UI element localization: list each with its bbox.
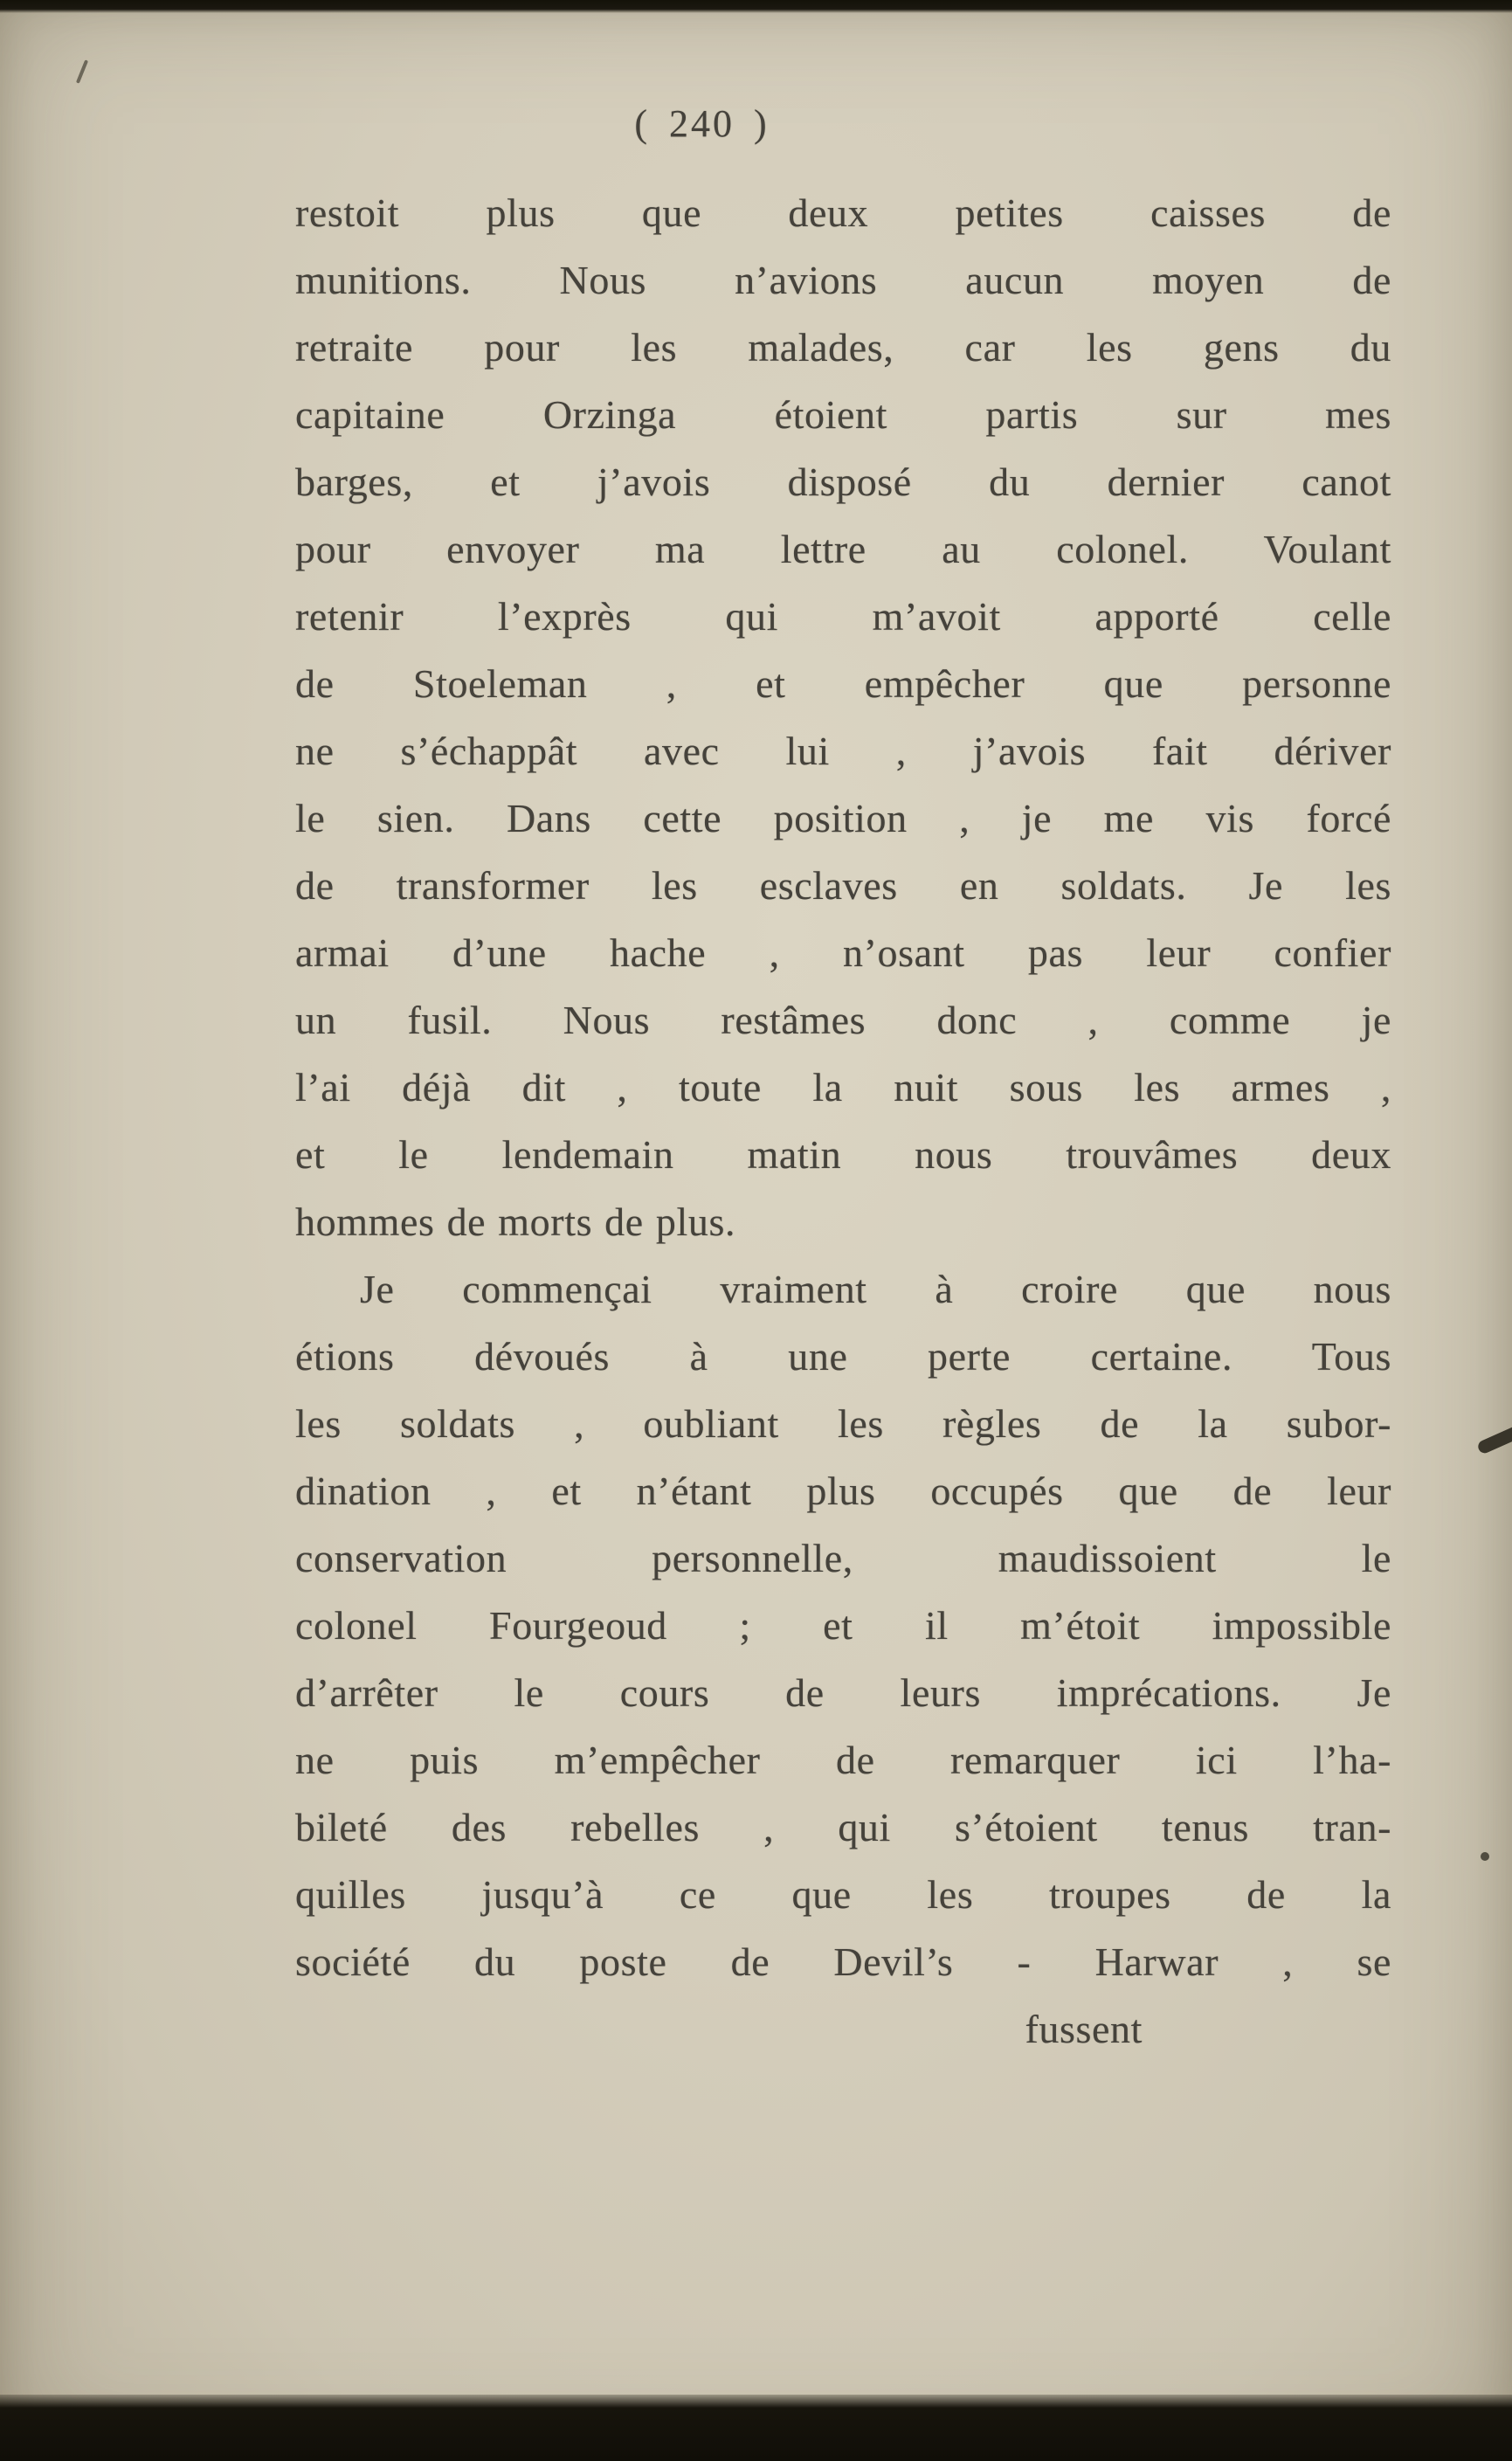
text-line-paragraph-end: hommes de morts de plus. xyxy=(295,1199,736,1244)
scan-edge-top xyxy=(0,0,1512,13)
scan-artifact-dot xyxy=(1481,1852,1489,1861)
catchword: fussent xyxy=(1025,2007,1143,2051)
text-line: de Stoeleman , et empêcher que personne xyxy=(295,661,1391,706)
text-line: société du poste de Devil’s - Harwar , se xyxy=(295,1939,1391,1984)
text-line: étions dévoués à une perte certaine. Tous xyxy=(295,1334,1391,1379)
text-line: quilles jusqu’à ce que les troupes de la xyxy=(295,1872,1391,1917)
scan-edge-bottom xyxy=(0,2395,1512,2461)
scan-artifact-slash xyxy=(76,59,88,83)
text-line: d’arrêter le cours de leurs imprécations. Je xyxy=(295,1670,1391,1715)
scan-artifact-right-mark xyxy=(1476,1427,1512,1455)
text-line: conservation personnelle, maudissoient le xyxy=(295,1536,1391,1580)
text-line: armai d’une hache , n’osant pas leur confier xyxy=(295,930,1391,975)
text-line: retraite pour les malades, car les gens du xyxy=(295,325,1391,370)
text-line: le sien. Dans cette position , je me vis forcé xyxy=(295,796,1391,840)
text-line: bileté des rebelles , qui s’étoient tenus tran- xyxy=(295,1805,1391,1849)
text-line: capitaine Orzinga étoient partis sur mes xyxy=(295,392,1391,437)
page-text xyxy=(295,179,1391,2063)
text-line-paragraph-start: Je commençai vraiment à croire que nous xyxy=(360,1267,1391,1311)
text-line: ne s’échappât avec lui , j’avois fait dériver xyxy=(295,729,1391,773)
page-number: ( 240 ) xyxy=(634,102,770,145)
text-line: dination , et n’étant plus occupés que de leur xyxy=(295,1469,1391,1513)
text-line: un fusil. Nous restâmes donc , comme je xyxy=(295,998,1391,1042)
text-line: barges, et j’avois disposé du dernier canot xyxy=(295,460,1391,504)
text-line: restoit plus que deux petites caisses de xyxy=(295,190,1391,235)
text-line: retenir l’exprès qui m’avoit apporté celle xyxy=(295,594,1391,639)
text-line: munitions. Nous n’avions aucun moyen de xyxy=(295,258,1391,302)
text-line: de transformer les esclaves en soldats. Je les xyxy=(295,863,1391,908)
text-line: l’ai déjà dit , toute la nuit sous les armes , xyxy=(295,1065,1391,1110)
text-line: pour envoyer ma lettre au colonel. Voulant xyxy=(295,527,1391,571)
text-line: colonel Fourgeoud ; et il m’étoit impossible xyxy=(295,1603,1391,1648)
text-line: les soldats , oubliant les règles de la subor- xyxy=(295,1401,1391,1446)
text-line: et le lendemain matin nous trouvâmes deux xyxy=(295,1132,1391,1177)
text-line: ne puis m’empêcher de remarquer ici l’ha- xyxy=(295,1738,1391,1782)
